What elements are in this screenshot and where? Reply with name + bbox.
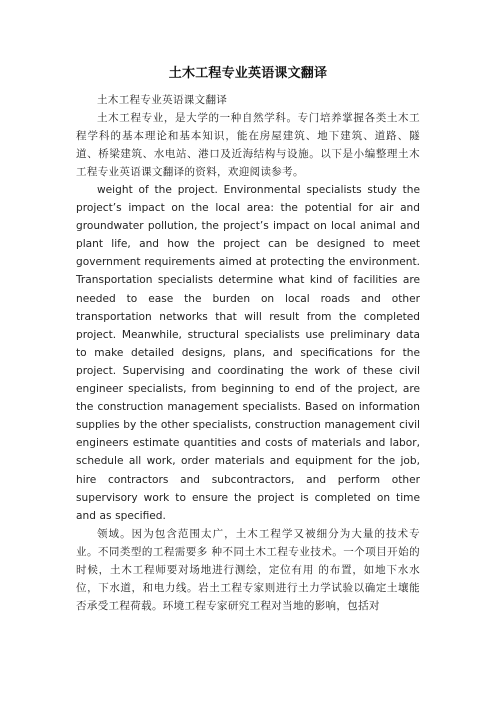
subtitle-paragraph: 土木工程专业英语课文翻译 [97,94,228,106]
document-title: 土木工程专业英语课文翻译 [168,66,328,81]
chinese-translation-paragraph: 领域。因为包含范围太广，土木工程学又被细分为大量的技术专业。不同类型的工程需要多 种不同土木工程专业技术。一个项目开始的时候，土木工程师要对场地进行测绘，定位有用 的布置，如地下水水位，下水道，和电力线。岩土工程专家则进行土力学试验以确定土壤能 否承受工程荷载。环境工程专家研究工程对当地的影响，包括对 [76,527,420,612]
intro-paragraph: 土木工程专业，是大学的一种自然学科。专门培养掌握各类土木工程学科的基本理论和基本知识，能在房屋建筑、地下建筑、道路、隧道、桥梁建筑、水电站、港口及近海结构与设施。以下是小编整理土木工程专业英语课文翻译的资料，欢迎阅读参考。 [76,112,420,178]
document-body [76,91,420,615]
english-paragraph: weight of the project. Environmental specialists study the project’s impact on the local area: the potential for air and groundwater pollution, the project’s impact on local animal and plant life, and how the project can be designed to meet government requirements aimed at protecting the environment. Transportation specialists determine what kind of facilities are needed to ease the burden on local roads and other transportation networks that will result from the completed project. Meanwhile, structural specialists use preliminary data to make detailed designs, plans, and specifications for the project. Supervising and coordinating the work of these civil engineer specialists, from beginning to end of the project, are the construction management specialists. Based on information supplies by the other specialists, construction management civil engineers estimate quantities and costs of materials and labor, schedule all work, order materials and equipment for the job, hire contractors and subcontractors, and perform other supervisory work to ensure the project is completed on time and as specified. [76,184,420,522]
